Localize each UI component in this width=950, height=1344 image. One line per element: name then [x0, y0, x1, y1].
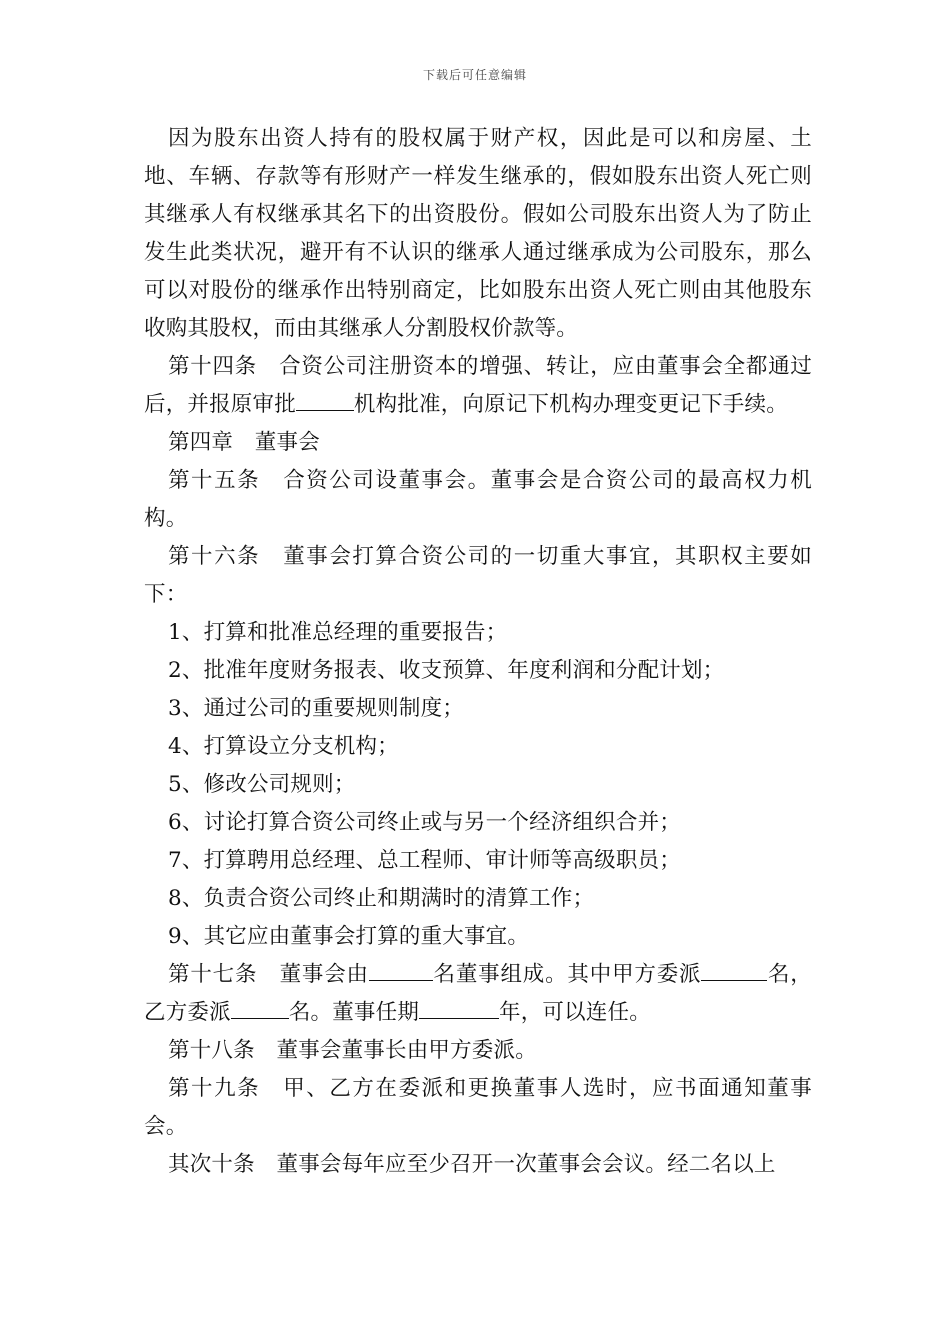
list-item: 5、修改公司规则；	[168, 772, 356, 797]
article-15: 第十五条 合资公司设董事会。董事会是合资公司的最高权力机构。	[144, 468, 812, 531]
list-item: 8、负责合资公司终止和期满时的清算工作；	[168, 886, 595, 911]
list-item: 3、通过公司的重要规则制度；	[168, 696, 464, 721]
article-19: 第十九条 甲、乙方在委派和更换董事人选时，应书面通知董事会。	[144, 1076, 812, 1139]
article-17-text-e: 年，可以连任。	[499, 1000, 651, 1025]
list-item: 9、其它应由董事会打算的重大事宜。	[168, 924, 530, 949]
article-17-text-b: 名董事组成。其中甲方委派	[432, 962, 702, 987]
blank-field	[296, 388, 354, 411]
article-14	[144, 348, 812, 424]
article-14-text-b: 机构批准，向原记下机构办理变更记下手续。	[353, 392, 788, 417]
article-20: 其次十条 董事会每年应至少召开一次董事会会议。经二名以上	[168, 1152, 776, 1177]
list-item: 1、打算和批准总经理的重要报告；	[168, 620, 508, 645]
article-17-text-a: 第十七条 董事会由	[168, 962, 369, 987]
paragraph-inheritance: 因为股东出资人持有的股权属于财产权，因此是可以和房屋、土地、车辆、存款等有形财产一样发生继承的，假如股东出资人死亡则其继承人有权继承其名下的出资股份。假如公司股东出资人为了防止发生此类状况，避开有不认识的继承人通过继承成为公司股东，那么可以对股份的继承作出特别商定，比如股东出资人死亡则由其他股东收购其股权，而由其继承人分割股权价款等。	[144, 126, 812, 341]
article-18: 第十八条 董事会董事长由甲方委派。	[168, 1038, 537, 1063]
article-16: 第十六条 董事会打算合资公司的一切重大事宜，其职权主要如下：	[144, 544, 812, 607]
page-header-note: 下载后可任意编辑	[422, 68, 527, 82]
blank-field	[701, 958, 767, 981]
blank-field	[419, 996, 499, 1019]
article-17-text-c: 名，乙方委派	[144, 962, 812, 1025]
document-body	[144, 120, 812, 1184]
list-item: 6、讨论打算合资公司终止或与另一个经济组织合并；	[168, 810, 681, 835]
list-item: 7、打算聘用总经理、总工程师、审计师等高级职员；	[168, 848, 681, 873]
list-item: 2、批准年度财务报表、收支预算、年度利润和分配计划；	[168, 658, 725, 683]
article-14-text-a: 第十四条 合资公司注册资本的增强、转让，应由董事会全都通过后，并报原审批	[144, 354, 812, 417]
blank-field	[369, 958, 433, 981]
chapter-4-heading: 第四章 董事会	[168, 430, 320, 455]
list-item: 4、打算设立分支机构；	[168, 734, 399, 759]
article-17-text-d: 名。董事任期	[288, 1000, 420, 1025]
article-17	[144, 956, 812, 1032]
blank-field	[231, 996, 289, 1019]
